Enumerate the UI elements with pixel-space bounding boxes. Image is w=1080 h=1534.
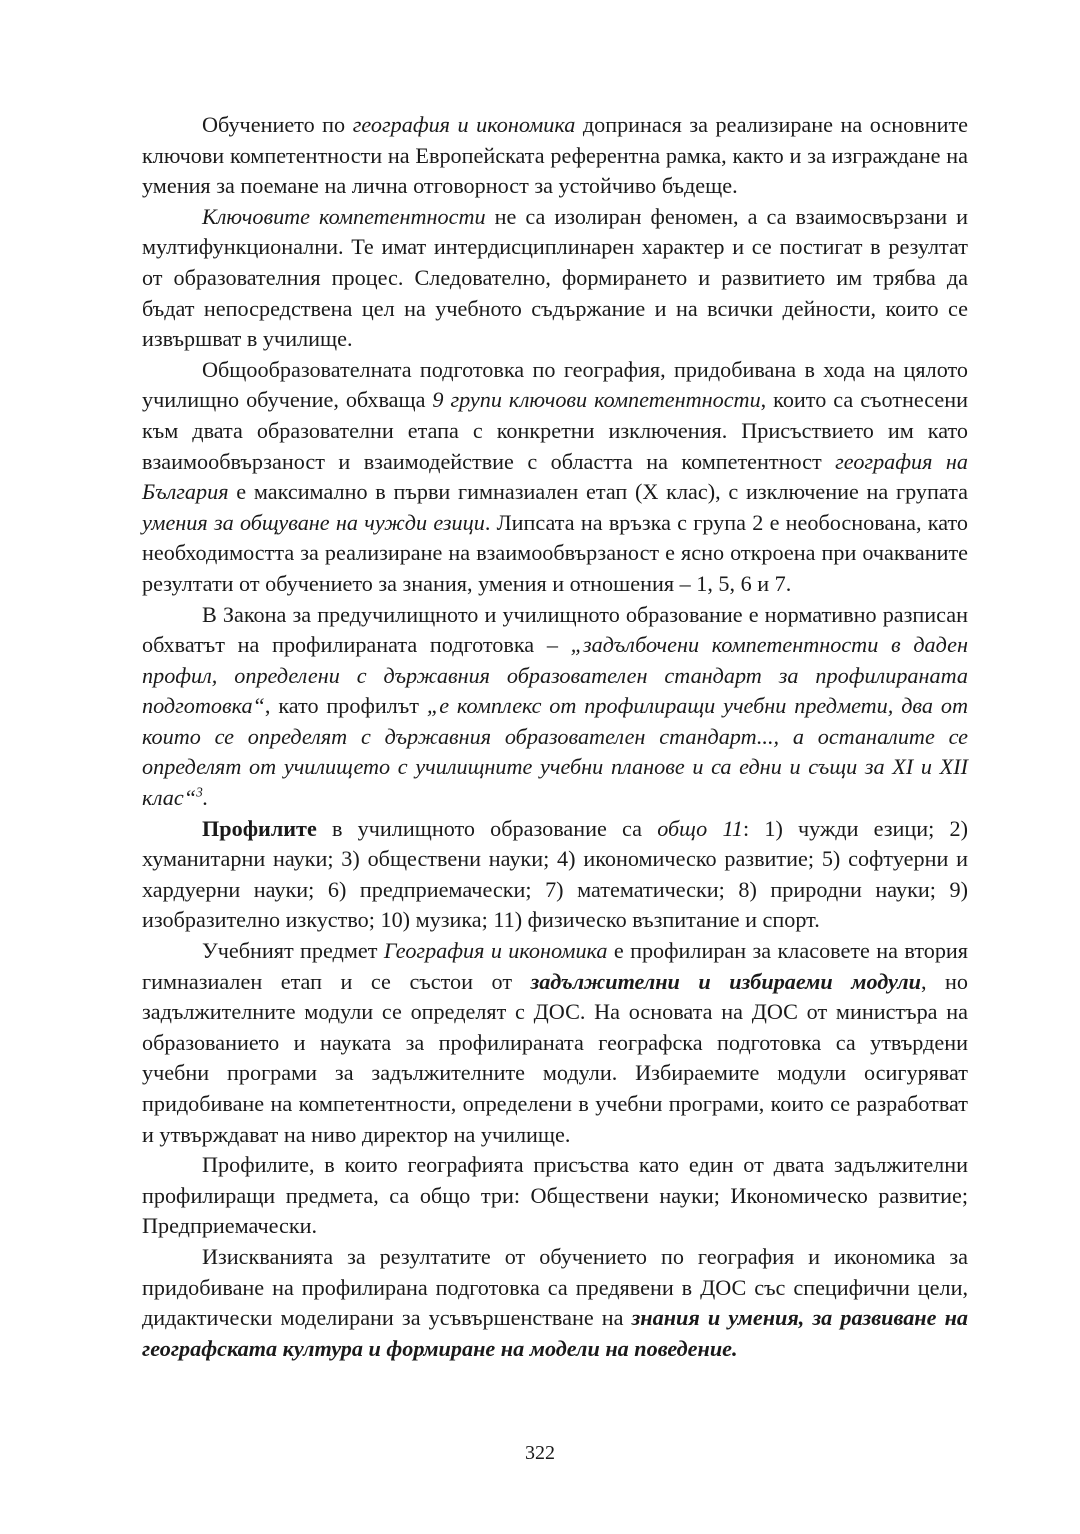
page-number: 322: [525, 1442, 555, 1464]
bold-italic-modules: задължителни и избираеми модули: [530, 968, 921, 994]
text-run: , но задължителните модули се определят с ДОС. На основата на ДОС от министъра на образованието и науката за профилираната географска подготовка са утвърдени учебни програми за задължителните модули. Избираемите модули осигуряват придобиване на компетентности, определени в учебни програми, които се разработват и утвърждават на ниво директор на училище.: [142, 968, 969, 1147]
emphasis-key-competences: Ключовите компетентности: [202, 203, 486, 229]
paragraph-4: [142, 600, 968, 814]
paragraph-7: [142, 1150, 968, 1242]
footnote-marker: 3: [196, 784, 203, 800]
emphasis-foreign-languages: умения за общуване на чужди езици: [142, 509, 485, 535]
text-run: , като профилът: [264, 693, 427, 719]
emphasis-competence-groups: 9 групи ключови компетентности: [432, 387, 761, 413]
text-run: Общообразователната подготовка по география, придобивана в хода на цялото училищно обучение, обхваща: [142, 356, 968, 413]
bold-profiles: Профилите: [202, 815, 317, 841]
text-run: е максимално в първи гимназиален етап (X клас), с изключение на групата: [228, 479, 968, 505]
paragraph-1: [142, 110, 968, 202]
text-run: В Закона за предучилищното и училищното образование е нормативно разписан обхватът на профилираната подготовка –: [142, 601, 968, 658]
page-body: [142, 110, 968, 1364]
text-run: Обучението по: [202, 112, 353, 137]
text-run: Профилите, в които географията присъства като един от двата задължителни профилиращи предмета, са общо три: Обществени науки; Икономическо развитие; Предприемачески.: [142, 1152, 968, 1239]
paragraph-8: [142, 1242, 968, 1364]
paragraph-6: [142, 936, 968, 1150]
paragraph-5: [142, 814, 968, 936]
text-run: , които са съотнесени към двата образователни етапа с конкретни изключения. Присъствието им като взаимообвързаност и взаимодействие с областта на компетентност: [142, 387, 968, 474]
paragraph-3: [142, 355, 968, 600]
text-run: Учебният предмет: [202, 938, 384, 964]
text-run: Изискванията за резултатите от обучението по география и икономика за придобиване на профилирана подготовка са предявени в ДОС със специфични цели, дидактически моделирани за усъвършенстване на: [142, 1243, 968, 1331]
emphasis-total-11: общо 11: [657, 815, 743, 841]
text-run: не са изолиран феномен, а са взаимосвързани и мултифункционални. Те имат интердисциплинарен характер и се постигат в резултат от образователния процес. Следователно, формирането и развитието им трябва да бъдат непосредствена цел на учебното съдържание и на всички дейности, които се извършват в училище.: [142, 203, 968, 352]
quote-profile-definition: „е комплекс от профилиращи учебни предмети, два от които се определят с държавния образователен стандарт..., а останалите се определят от училището с училищните учебни планове и са едни и същи за XI и XII клас“: [142, 693, 968, 811]
quote-law-definition: „задълбочени компетентности в даден профил, определени с държавния образователен стандарт за профилираната подготовка“: [142, 632, 968, 719]
bold-italic-knowledge-skills: знания и умения, за развиване на географската култура и формиране на модели на поведение.: [142, 1305, 968, 1361]
emphasis-subject-title: География и икономика: [383, 938, 608, 964]
text-run: .: [202, 785, 209, 811]
text-run: : 1) чужди езици; 2) хуманитарни науки; 3) обществени науки; 4) икономическо развитие; 5) софтуерни и хардуерни науки; 6) предприемачески; 7) математически; 8) природни науки; 9) изобразително изкуство; 10) музика; 11) физическо възпитание и спорт.: [142, 815, 968, 933]
emphasis-geography-bulgaria: география на България: [142, 448, 968, 505]
text-run: в училищното образование са: [316, 815, 658, 841]
text-run: допринася за реализиране на основните ключови компетентности на Европейската референтна рамка, както и за изграждане на умения за поемане на лична отговорност за устойчиво бъдеще.: [142, 112, 968, 199]
emphasis-subject: география и икономика: [352, 112, 576, 137]
text-run: е профилиран за класовете на втория гимназиален етап и се състои от: [142, 938, 968, 994]
text-run: . Липсата на връзка с група 2 е необоснована, като необходимостта за реализиране на взаимообвързаност е ясно откроена при очакваните резултати от обучението за знания, умения и отношения – 1, 5, 6 и 7.: [142, 509, 968, 596]
paragraph-2: [142, 202, 968, 355]
